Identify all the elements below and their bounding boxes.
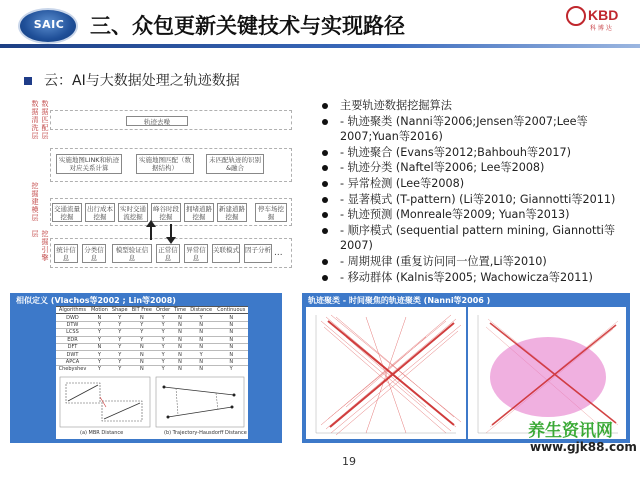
table-header-cell: Distance	[188, 307, 214, 314]
table-cell: Y	[110, 336, 130, 343]
segment-line	[164, 387, 234, 395]
model-box: 停车场挖掘	[255, 203, 287, 222]
stage-label: 数据清洗层	[31, 100, 39, 140]
list-item: - 顺序模式 (sequential pattern mining, Giannotti等2007)	[318, 223, 634, 254]
table-cell: Y	[110, 321, 130, 328]
table-cell: N	[130, 314, 155, 321]
table-cell: N	[172, 329, 188, 336]
stage-label: 挖掘引擎层	[31, 230, 49, 262]
kbd-brand-subtext: 科 博 达	[590, 25, 612, 32]
table-row	[56, 358, 248, 365]
square-bullet-icon	[24, 77, 32, 85]
table-cell: Y	[89, 366, 110, 373]
bullet-icon	[322, 259, 328, 265]
point-marker	[231, 406, 234, 409]
table-cell: Y	[110, 351, 130, 358]
list-item: - 显著模式 (T-pattern) (Li等2010; Giannotti等2011)	[318, 192, 634, 208]
table-row	[56, 314, 248, 321]
table-cell: N	[172, 358, 188, 365]
match-box: 未匹配轨迹的识别&融合	[206, 154, 264, 174]
bullet-icon	[322, 103, 328, 109]
table-cell: Y	[154, 314, 172, 321]
table-row	[56, 351, 248, 358]
denoise-box: 轨迹去噪	[126, 116, 188, 126]
kbd-brand-text: KBD	[588, 7, 619, 23]
table-cell: N	[214, 343, 248, 350]
table-cell: N	[89, 314, 110, 321]
table-cell: Y	[110, 343, 130, 350]
table-cell: N	[214, 329, 248, 336]
table-row	[56, 329, 248, 336]
table-cell: N	[172, 366, 188, 373]
point-marker	[163, 386, 166, 389]
table-cell: N	[172, 321, 188, 328]
table-cell: LCSS	[56, 329, 89, 336]
table-cell: N	[130, 351, 155, 358]
distance-figures	[56, 373, 248, 439]
table-cell: N	[214, 351, 248, 358]
table-cell: N	[172, 336, 188, 343]
bullet-icon	[322, 228, 328, 234]
bullet-icon	[322, 275, 328, 281]
table-cell: Y	[188, 351, 214, 358]
figure-caption: (b) Trajectory-Hausdorff Distance	[164, 430, 247, 436]
distance-line	[100, 397, 106, 407]
distance-line	[176, 388, 178, 415]
list-item: - 轨迹分类 (Naftel等2006; Lee等2008)	[318, 160, 634, 176]
point-marker	[233, 394, 236, 397]
table-cell: DWT	[56, 351, 89, 358]
engine-box: 分类信息	[82, 244, 106, 263]
model-box: 出行成本挖掘	[87, 205, 113, 221]
table-cell: N	[214, 321, 248, 328]
table-cell: Y	[89, 321, 110, 328]
table-header-cell: Motion	[89, 307, 110, 314]
similarity-panel	[10, 293, 282, 443]
table-cell: Y	[130, 329, 155, 336]
table-cell: N	[130, 358, 155, 365]
table-cell: N	[130, 343, 155, 350]
table-cell: DTW	[56, 321, 89, 328]
table-cell: Y	[110, 366, 130, 373]
table-cell: N	[172, 314, 188, 321]
table-cell: Y	[89, 329, 110, 336]
engine-box: 正常信息	[156, 244, 180, 263]
arrow-down-icon	[170, 224, 172, 238]
table-cell: Y	[130, 336, 155, 343]
model-box: 拥堵道路挖掘	[186, 205, 212, 221]
table-row	[56, 343, 248, 350]
trajectory-pipeline-diagram	[30, 98, 292, 270]
arrow-up-icon	[150, 226, 152, 240]
bullet-icon	[322, 212, 328, 218]
table-cell: N	[188, 336, 214, 343]
kbd-logo-icon	[566, 6, 586, 26]
model-box: 实时交通流挖掘	[120, 205, 146, 221]
stage-label: 数据匹配层	[41, 100, 49, 140]
table-cell: Y	[89, 351, 110, 358]
table-cell: N	[214, 336, 248, 343]
table-cell: N	[172, 343, 188, 350]
table-cell: Y	[89, 336, 110, 343]
table-row	[56, 321, 248, 328]
bullet-icon	[322, 119, 328, 125]
table-row	[56, 336, 248, 343]
trajectory-plot-left-svg	[306, 307, 466, 439]
table-cell: Y	[154, 321, 172, 328]
bullet-icon	[322, 165, 328, 171]
list-item: - 异常检测 (Lee等2008)	[318, 176, 634, 192]
table-cell: Y	[130, 321, 155, 328]
similarity-table	[56, 306, 248, 374]
page-number: 19	[342, 455, 356, 468]
model-box: 交通流量挖掘	[54, 205, 80, 221]
table-cell: Y	[188, 314, 214, 321]
segment-line	[104, 403, 140, 419]
engine-box: 因子分析	[244, 244, 272, 263]
model-box: 峰谷时段挖掘	[153, 205, 179, 221]
header-divider	[0, 44, 640, 48]
table-cell: N	[89, 343, 110, 350]
bullet-icon	[322, 150, 328, 156]
distance-line	[216, 393, 218, 410]
table-cell: N	[214, 358, 248, 365]
table-cell: Y	[110, 314, 130, 321]
section-subtitle: 云：AI与大数据处理之轨迹数据	[44, 73, 240, 89]
table-cell: Y	[154, 351, 172, 358]
table-cell: N	[188, 343, 214, 350]
table-cell: Y	[110, 329, 130, 336]
table-header-cell: Order	[156, 307, 171, 314]
model-box: 新建道路挖掘	[219, 205, 245, 221]
table-cell: Y	[89, 358, 110, 365]
table-row	[56, 366, 248, 373]
saic-logo-text: SAIC	[33, 18, 65, 31]
table-header-cell: Shape	[111, 307, 128, 314]
table-cell: Y	[154, 336, 172, 343]
table-cell: DWD	[56, 314, 89, 321]
clustering-panel-title: 轨迹聚类 - 时间聚焦的轨迹聚类 (Nanni等2006 )	[308, 296, 491, 305]
table-header-cell: Algorithms	[56, 307, 89, 314]
table-cell: Chebyshev	[56, 366, 89, 373]
table-cell: N	[130, 366, 155, 373]
list-item: - 轨迹聚类 (Nanni等2006;Jensen等2007;Lee等2007;Yuan等2016)	[318, 114, 634, 145]
engine-box: 统计信息	[54, 244, 78, 263]
engine-box: 模型验证信息	[112, 244, 152, 263]
watermark-text: 养生资讯网	[528, 421, 613, 441]
table-cell: Y	[154, 329, 172, 336]
table-cell: N	[172, 351, 188, 358]
mbr-figure-frame	[60, 377, 150, 427]
table-cell: APCA	[56, 358, 89, 365]
algorithm-list	[318, 98, 634, 285]
cluster-region	[490, 337, 606, 417]
point-marker	[167, 416, 170, 419]
stage-label: 挖掘建模层	[31, 182, 39, 222]
table-header-cell: Continuous	[214, 307, 248, 314]
diagram-ellipsis: ...	[274, 248, 283, 258]
match-box: 实施地图匹配（数据结构）	[136, 154, 194, 174]
watermark-url: www.gjk88.com	[530, 440, 637, 454]
table-cell: Y	[154, 343, 172, 350]
table-cell: Y	[154, 358, 172, 365]
table-cell: Y	[154, 366, 172, 373]
trajectory-plot-left	[306, 307, 466, 439]
bullet-icon	[322, 197, 328, 203]
figure-caption: (a) MBR Distance	[80, 430, 124, 436]
list-item: - 轨迹聚合 (Evans等2012;Bahbouh等2017)	[318, 145, 634, 161]
table-cell: N	[188, 358, 214, 365]
table-cell: N	[188, 366, 214, 373]
match-box: 实施地图LINK和轨迹对应关系计算	[56, 154, 122, 174]
similarity-panel-title: 相似定义 (Vlachos等2002 ; Lin等2008)	[16, 296, 176, 305]
list-item: - 周期规律 (重复访问同一位置,Li等2010)	[318, 254, 634, 270]
table-cell: Y	[214, 366, 248, 373]
table-header-cell: BIT Free	[130, 307, 155, 314]
table-cell: DFT	[56, 343, 89, 350]
slide-title: 三、众包更新关键技术与实现路径	[90, 14, 405, 38]
table-cell: Y	[110, 358, 130, 365]
table-header-cell: Time	[173, 307, 187, 314]
hausdorff-figure-frame	[156, 377, 244, 427]
table-cell: EDR	[56, 336, 89, 343]
list-item: 主要轨迹数据挖掘算法	[318, 98, 634, 114]
table-cell: N	[188, 329, 214, 336]
bullet-icon	[322, 181, 328, 187]
list-item: - 轨迹预测 (Monreale等2009; Yuan等2013)	[318, 207, 634, 223]
list-item: - 移动群体 (Kalnis等2005; Wachowicza等2011)	[318, 270, 634, 286]
table-cell: N	[214, 314, 248, 321]
engine-box: 异常信息	[184, 244, 208, 263]
engine-box: 关联模式	[212, 244, 240, 263]
segment-line	[68, 385, 98, 401]
table-cell: N	[188, 321, 214, 328]
